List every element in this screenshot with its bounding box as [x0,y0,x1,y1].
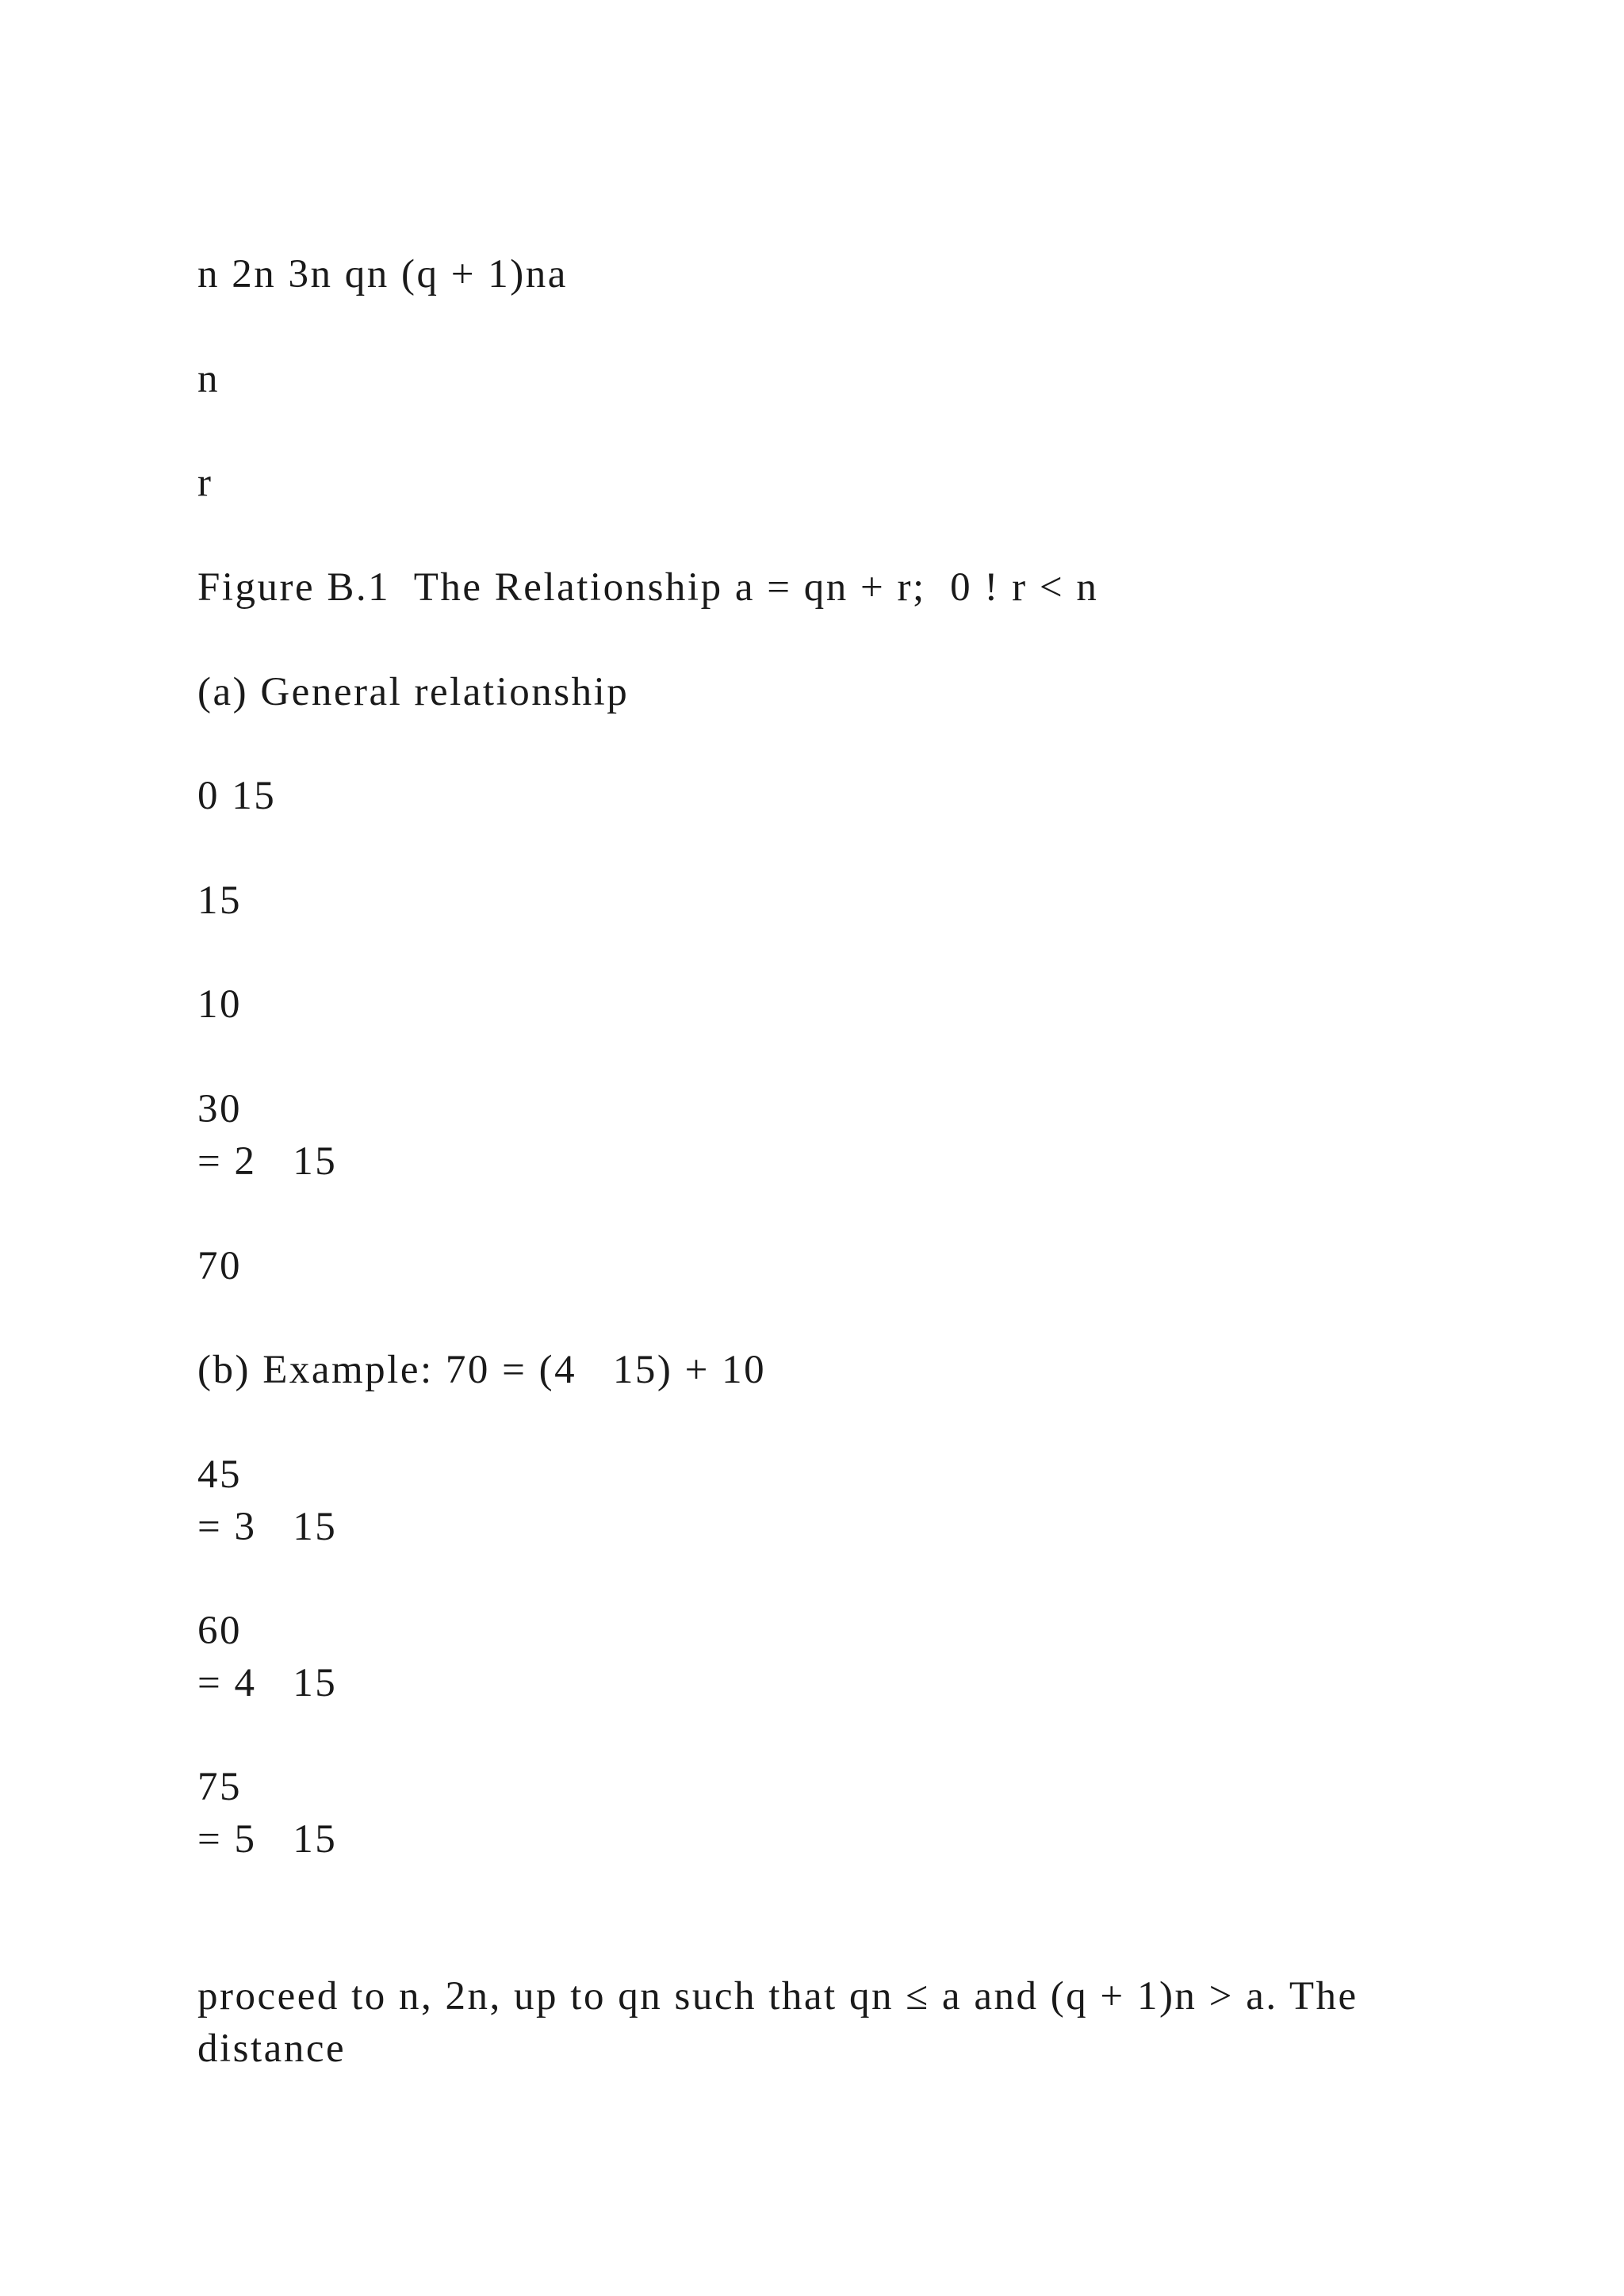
example-label-60: 60 [197,1609,242,1653]
example-label-60-product: = 4 15 [197,1661,338,1705]
figure-caption: Figure B.1 The Relationship a = qn + r; 0 ! r < n [197,565,1099,610]
example-label-15: 15 [197,878,242,923]
example-label-10: 10 [197,982,242,1027]
example-label-30-product: = 2 15 [197,1139,338,1184]
example-label-75-product: = 5 15 [197,1817,338,1862]
example-label-45-product: = 3 15 [197,1505,338,1549]
example-label-30: 30 [197,1087,242,1131]
example-label-45: 45 [197,1452,242,1497]
example-label-70: 70 [197,1244,242,1288]
figure-label-r: r [197,461,213,505]
example-axis-labels: 0 15 [197,774,277,818]
figure-axis-labels: n 2n 3n qn (q + 1)na [197,252,568,297]
body-paragraph: proceed to n, 2n, up to qn such that qn ≤ a and (q + 1)n > a. The distance [197,1974,1358,2071]
subfigure-a-caption: (a) General relationship [197,670,630,714]
subfigure-b-caption: (b) Example: 70 = (4 15) + 10 [197,1348,767,1392]
figure-label-n: n [197,357,220,401]
example-label-75: 75 [197,1765,242,1809]
